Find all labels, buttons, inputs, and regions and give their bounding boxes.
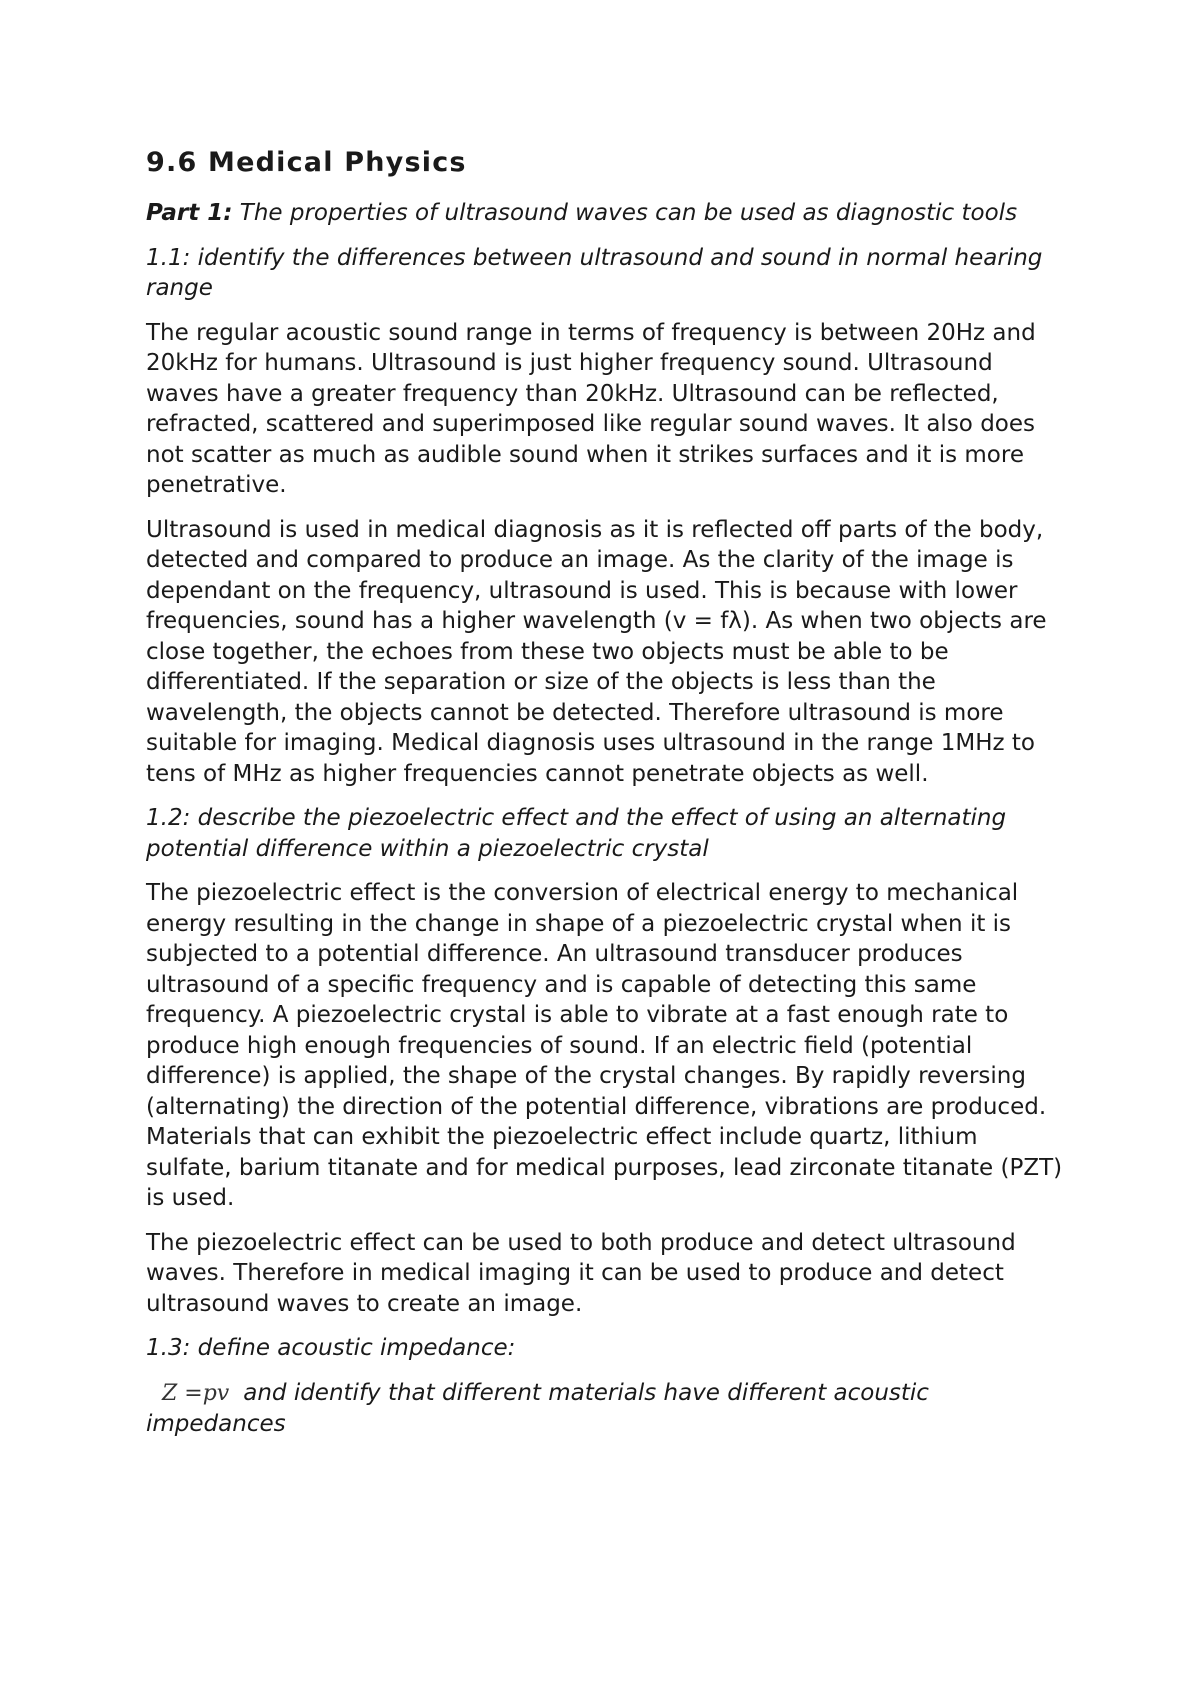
part-1-label: Part 1: — [146, 200, 233, 226]
part-1-text: The properties of ultrasound waves can be used as diagnostic tools — [232, 200, 1018, 226]
part-1-heading — [146, 198, 1066, 229]
objective-1-3: 1.3: define acoustic impedance: — [146, 1335, 516, 1361]
objective-1-2: 1.2: describe the piezoelectric effect and the effect of using an alternating potential difference within a piezoelectric crystal — [146, 805, 1007, 862]
document-title: 9.6 Medical Physics — [146, 147, 467, 178]
objective-1-1: 1.1: identify the differences between ultrasound and sound in normal hearing range — [146, 244, 1043, 301]
formula-description: and identify that different materials have different acoustic impedances — [146, 1379, 929, 1437]
paragraph-1-2-a: The piezoelectric effect is the conversion of electrical energy to mechanical energy resulting in the change in shape of a piezoelectric crystal when it is subjected to a potential difference. An ultrasound transducer produces ultrasound of a specific frequency and is capable of detecting this same frequency. A piezoelectric crystal is able to vibrate at a fast enough rate to produce high enough frequencies of sound. If an electric field (potential difference) is applied, the shape of the crystal changes. By rapidly reversing (alternating) the direction of the potential difference, vibrations are produced. Materials that can exhibit the piezoelectric effect include quartz, lithium sulfate, barium titanate and for medical purposes, lead zirconate titanate (PZT) is used. — [146, 880, 1063, 1211]
formula-line — [146, 1378, 1066, 1440]
acoustic-impedance-formula: Z =pv — [162, 1380, 230, 1406]
paragraph-1-2-b: The piezoelectric effect can be used to both produce and detect ultrasound waves. Therefore in medical imaging it can be used to produce and detect ultrasound waves to create an image. — [146, 1229, 1016, 1317]
document-body — [146, 146, 1066, 1454]
paragraph-1-1-b: Ultrasound is used in medical diagnosis as it is reflected off parts of the body, detected and compared to produce an image. As the clarity of the image is dependant on the frequency, ultrasound is used. This is because with lower frequencies, sound has a higher wavelength (v = fλ). As when two objects are close together, the echoes from these two objects must be able to be differentiated. If the separation or size of the objects is less than the wavelength, the objects cannot be detected. Therefore ultrasound is more suitable for imaging. Medical diagnosis uses ultrasound in the range 1MHz to tens of MHz as higher frequencies cannot penetrate objects as well. — [146, 516, 1047, 787]
paragraph-1-1-a: The regular acoustic sound range in terms of frequency is between 20Hz and 20kHz for humans. Ultrasound is just higher frequency sound. Ultrasound waves have a greater frequency than 20kHz. Ultrasound can be reflected, refracted, scattered and superimposed like regular sound waves. It also does not scatter as much as audible sound when it strikes surfaces and it is more penetrative. — [146, 319, 1036, 498]
